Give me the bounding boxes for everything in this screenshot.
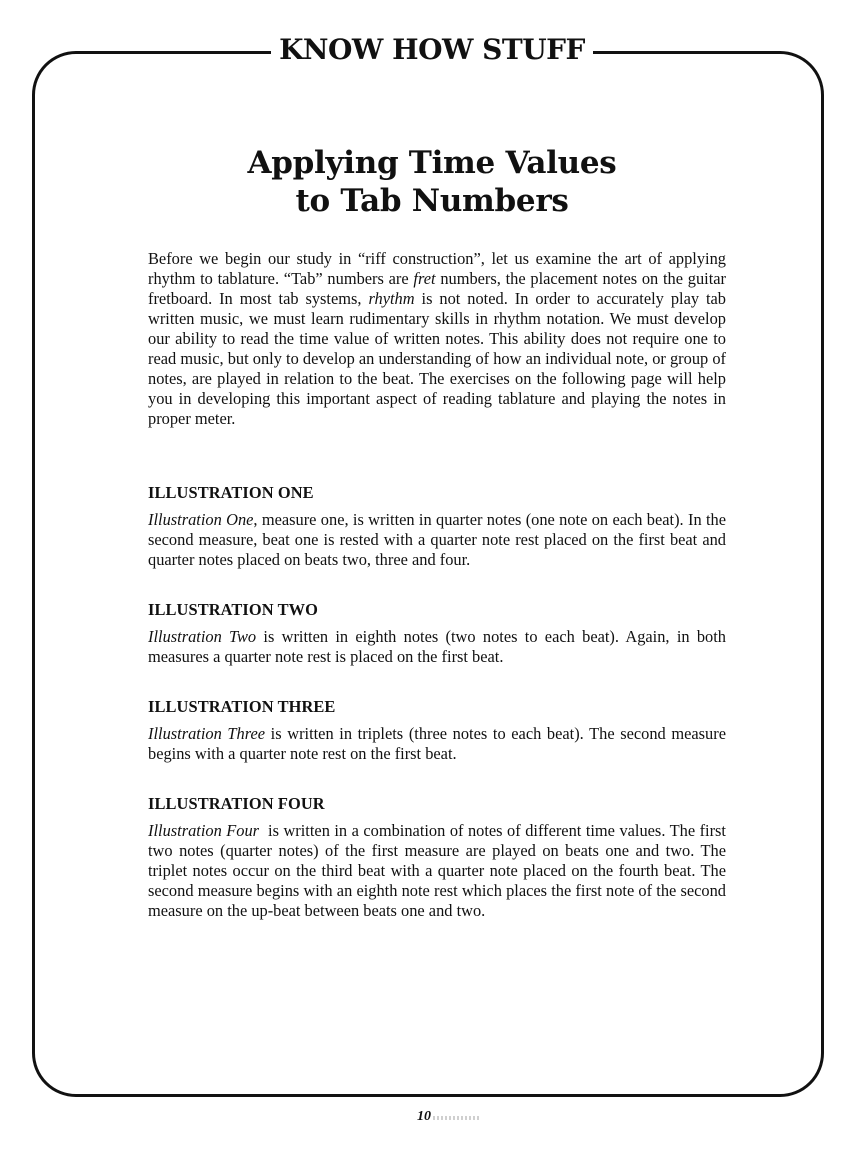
body-content [148, 249, 731, 951]
illustration-three-text [148, 724, 726, 764]
illustration-one-body: , measure one, is written in quarter notes (one note on each beat). In the second measure, beat one is rested with a quarter note rest placed on the first beat and quarter notes placed on beats two, three and four. [148, 510, 726, 569]
page-title-line-1: Applying Time Values [247, 145, 617, 181]
intro-text-3: is not noted. In order to accurately play tab written music, we must learn rudimentary skills in rhythm notation. We must develop our ability to read the time value of written notes. This ability does not require one to read music, but only to develop an understanding of how an individual note, or group of notes, are played in relation to the beat. The exercises on the following page will help you in developing this important aspect of reading tablature and playing the notes in proper meter. [148, 289, 726, 428]
illustration-two-body: is written in eighth notes (two notes to each beat). Again, in both measures a quarter note rest is placed on the first beat. [148, 627, 726, 666]
illustration-four-text [148, 821, 731, 921]
illustration-one-section [148, 483, 726, 570]
illustration-three-body: is written in triplets (three notes to each beat). The second measure begins with a quarter note rest on the first beat. [148, 724, 726, 763]
illustration-three-heading: ILLUSTRATION THREE [148, 697, 336, 716]
page-title-line-2: to Tab Numbers [295, 183, 569, 219]
page-title [0, 144, 864, 220]
illustration-four-section [148, 794, 731, 921]
illustration-four-body: is written in a combination of notes of different time values. The first two notes (quarter notes) of the first measure are played on beats one and two. The triplet notes occur on the third beat with a quarter note placed on the fourth beat. The second measure begins with an eighth note rest which places the first note of the second measure on the up-beat between beats one and two. [148, 821, 731, 920]
illustration-three-section [148, 697, 726, 764]
illustration-four-heading: ILLUSTRATION FOUR [148, 794, 325, 813]
intro-emphasis-fret: fret [413, 269, 436, 288]
illustration-one-text [148, 510, 726, 570]
illustration-two-section [148, 600, 726, 667]
intro-text-1: Before we begin our study in “riff construction”, let us examine the art of applying rhythm to tablature. “Tab” numbers are [148, 249, 726, 288]
page-number [0, 1109, 864, 1125]
illustration-two-lead: Illustration Two [148, 627, 257, 646]
illustration-two-heading: ILLUSTRATION TWO [148, 600, 318, 619]
intro-text-2: numbers, the placement notes on the guitar fretboard. In most tab systems, [148, 269, 726, 308]
intro-emphasis-rhythm: rhythm [368, 289, 415, 308]
section-header-title: KNOW HOW STUFF [271, 33, 593, 67]
page-number-value: 10 [407, 1109, 457, 1125]
illustration-four-lead: Illustration Four [148, 821, 260, 840]
intro-paragraph [148, 249, 726, 429]
illustration-three-lead: Illustration Three [148, 724, 266, 743]
illustration-one-lead: Illustration One [148, 510, 254, 529]
illustration-one-heading: ILLUSTRATION ONE [148, 483, 314, 502]
illustration-two-text [148, 627, 726, 667]
